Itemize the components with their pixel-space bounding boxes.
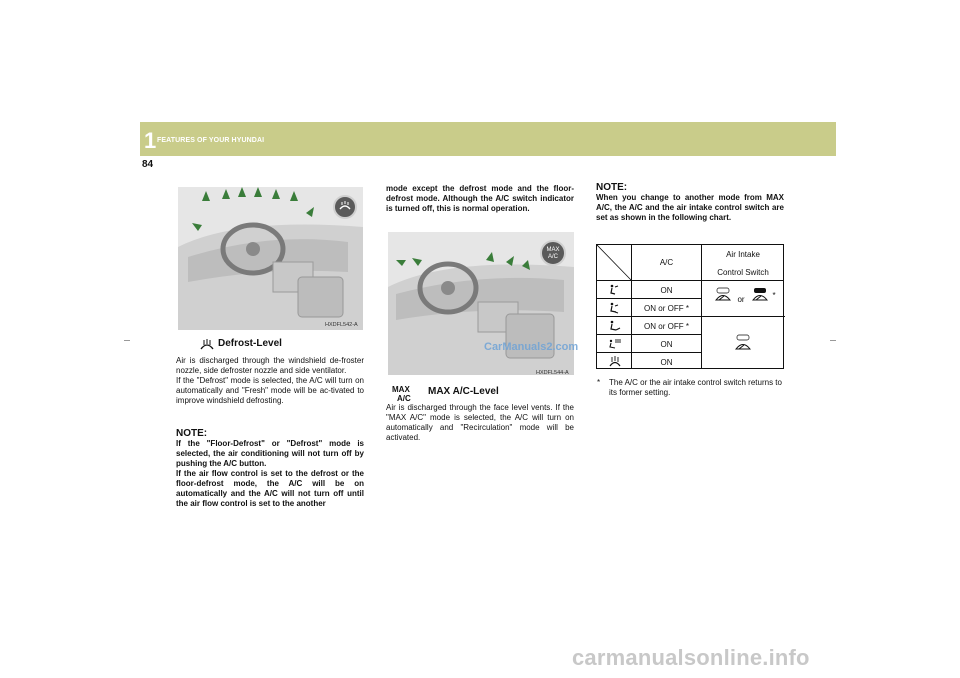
table-header-intake-line-2: Control Switch xyxy=(717,268,769,277)
floor-defrost-icon xyxy=(608,337,622,355)
table-ac-row-2: ON or OFF * xyxy=(644,304,689,313)
figure-code-left: HXDFL542-A xyxy=(325,322,358,328)
left-note-text xyxy=(176,439,364,509)
max-ac-section-title: MAX A/C-Level xyxy=(428,386,499,397)
right-note-label: NOTE: xyxy=(596,182,628,193)
mode-chart-table xyxy=(596,244,784,369)
defrost-mode-icon xyxy=(608,355,622,373)
badge-label-max: MAX xyxy=(546,247,560,253)
left-note-label: NOTE: xyxy=(176,428,208,439)
recirculation-icon xyxy=(752,287,768,308)
fresh-air-icon xyxy=(715,287,731,308)
defrost-button-badge xyxy=(333,195,357,219)
middle-continuation: mode except the defrost mode and the floor-defrost mode. Although the A/C switch indicator is turned off, this is normal operation. xyxy=(386,184,574,213)
watermark: CarManuals2.com xyxy=(484,341,579,353)
floor-icon xyxy=(608,319,622,337)
defrost-figure xyxy=(178,187,363,330)
max-ac-icon-line-2: A/C xyxy=(397,394,411,403)
bi-level-icon xyxy=(608,301,620,319)
max-ac-icon-line-1: MAX xyxy=(392,385,410,394)
face-vent-icon xyxy=(608,283,620,301)
defrost-paragraph-1: Air is discharged through the windshield de-froster nozzle, side defroster nozzle and side ventilator. xyxy=(176,356,364,375)
crop-mark-right xyxy=(830,340,836,341)
table-ac-row-4: ON xyxy=(660,340,673,349)
defrost-section-title: Defrost-Level xyxy=(218,338,282,349)
chapter-number: 1 xyxy=(144,128,157,153)
footnote-text: The A/C or the air intake control switch returns to its former setting. xyxy=(609,378,782,397)
table-header-intake-line-1: Air Intake xyxy=(726,250,760,259)
left-note-line-1: If the "Floor-Defrost" or "Defrost" mode is selected, the air conditioning will not turn off by pushing the A/C button. xyxy=(176,439,364,468)
max-ac-figure xyxy=(388,232,574,375)
footer-url[interactable]: carmanualsonline.info xyxy=(572,645,810,670)
crop-mark-left xyxy=(124,340,130,341)
badge-label-ac: A/C xyxy=(547,254,558,260)
page-number: 84 xyxy=(142,159,154,170)
max-ac-button-badge xyxy=(540,240,566,266)
table-ac-row-3: ON or OFF * xyxy=(644,322,689,331)
fresh-air-icon-lower xyxy=(735,334,751,357)
defrost-paragraph-2: If the "Defrost" mode is selected, the A/C will turn on automatically and "Fresh" mode will be ac-tivated to improve windshield defrosting. xyxy=(176,376,364,405)
table-ac-row-1: ON xyxy=(660,286,673,295)
defrost-icon xyxy=(199,338,215,356)
chapter-title: FEATURES OF YOUR HYUNDAI xyxy=(157,137,265,144)
right-note-text: When you change to another mode from MAX A/C, the A/C and the air intake control switch are set as shown in the following chart. xyxy=(596,193,784,222)
defrost-description xyxy=(176,356,364,406)
intake-or-text: or xyxy=(737,295,745,304)
max-ac-icon xyxy=(391,385,411,403)
left-note-line-2: If the air flow control is set to the defrost or the floor-defrost mode, the A/C will be on automatically and the A/C will not turn off until the air flow control is set to the another xyxy=(176,469,364,508)
intake-star: * xyxy=(772,291,776,300)
footnote-star: * xyxy=(597,378,601,387)
max-ac-paragraph: Air is discharged through the face level vents. If the "MAX A/C" mode is selected, the A/C will turn on automatically and "Recirculation" mode will be activated. xyxy=(386,403,574,442)
table-ac-row-5: ON xyxy=(660,358,673,367)
table-header-ac: A/C xyxy=(659,258,674,267)
figure-code-middle: HXDFL544-A xyxy=(536,370,569,376)
